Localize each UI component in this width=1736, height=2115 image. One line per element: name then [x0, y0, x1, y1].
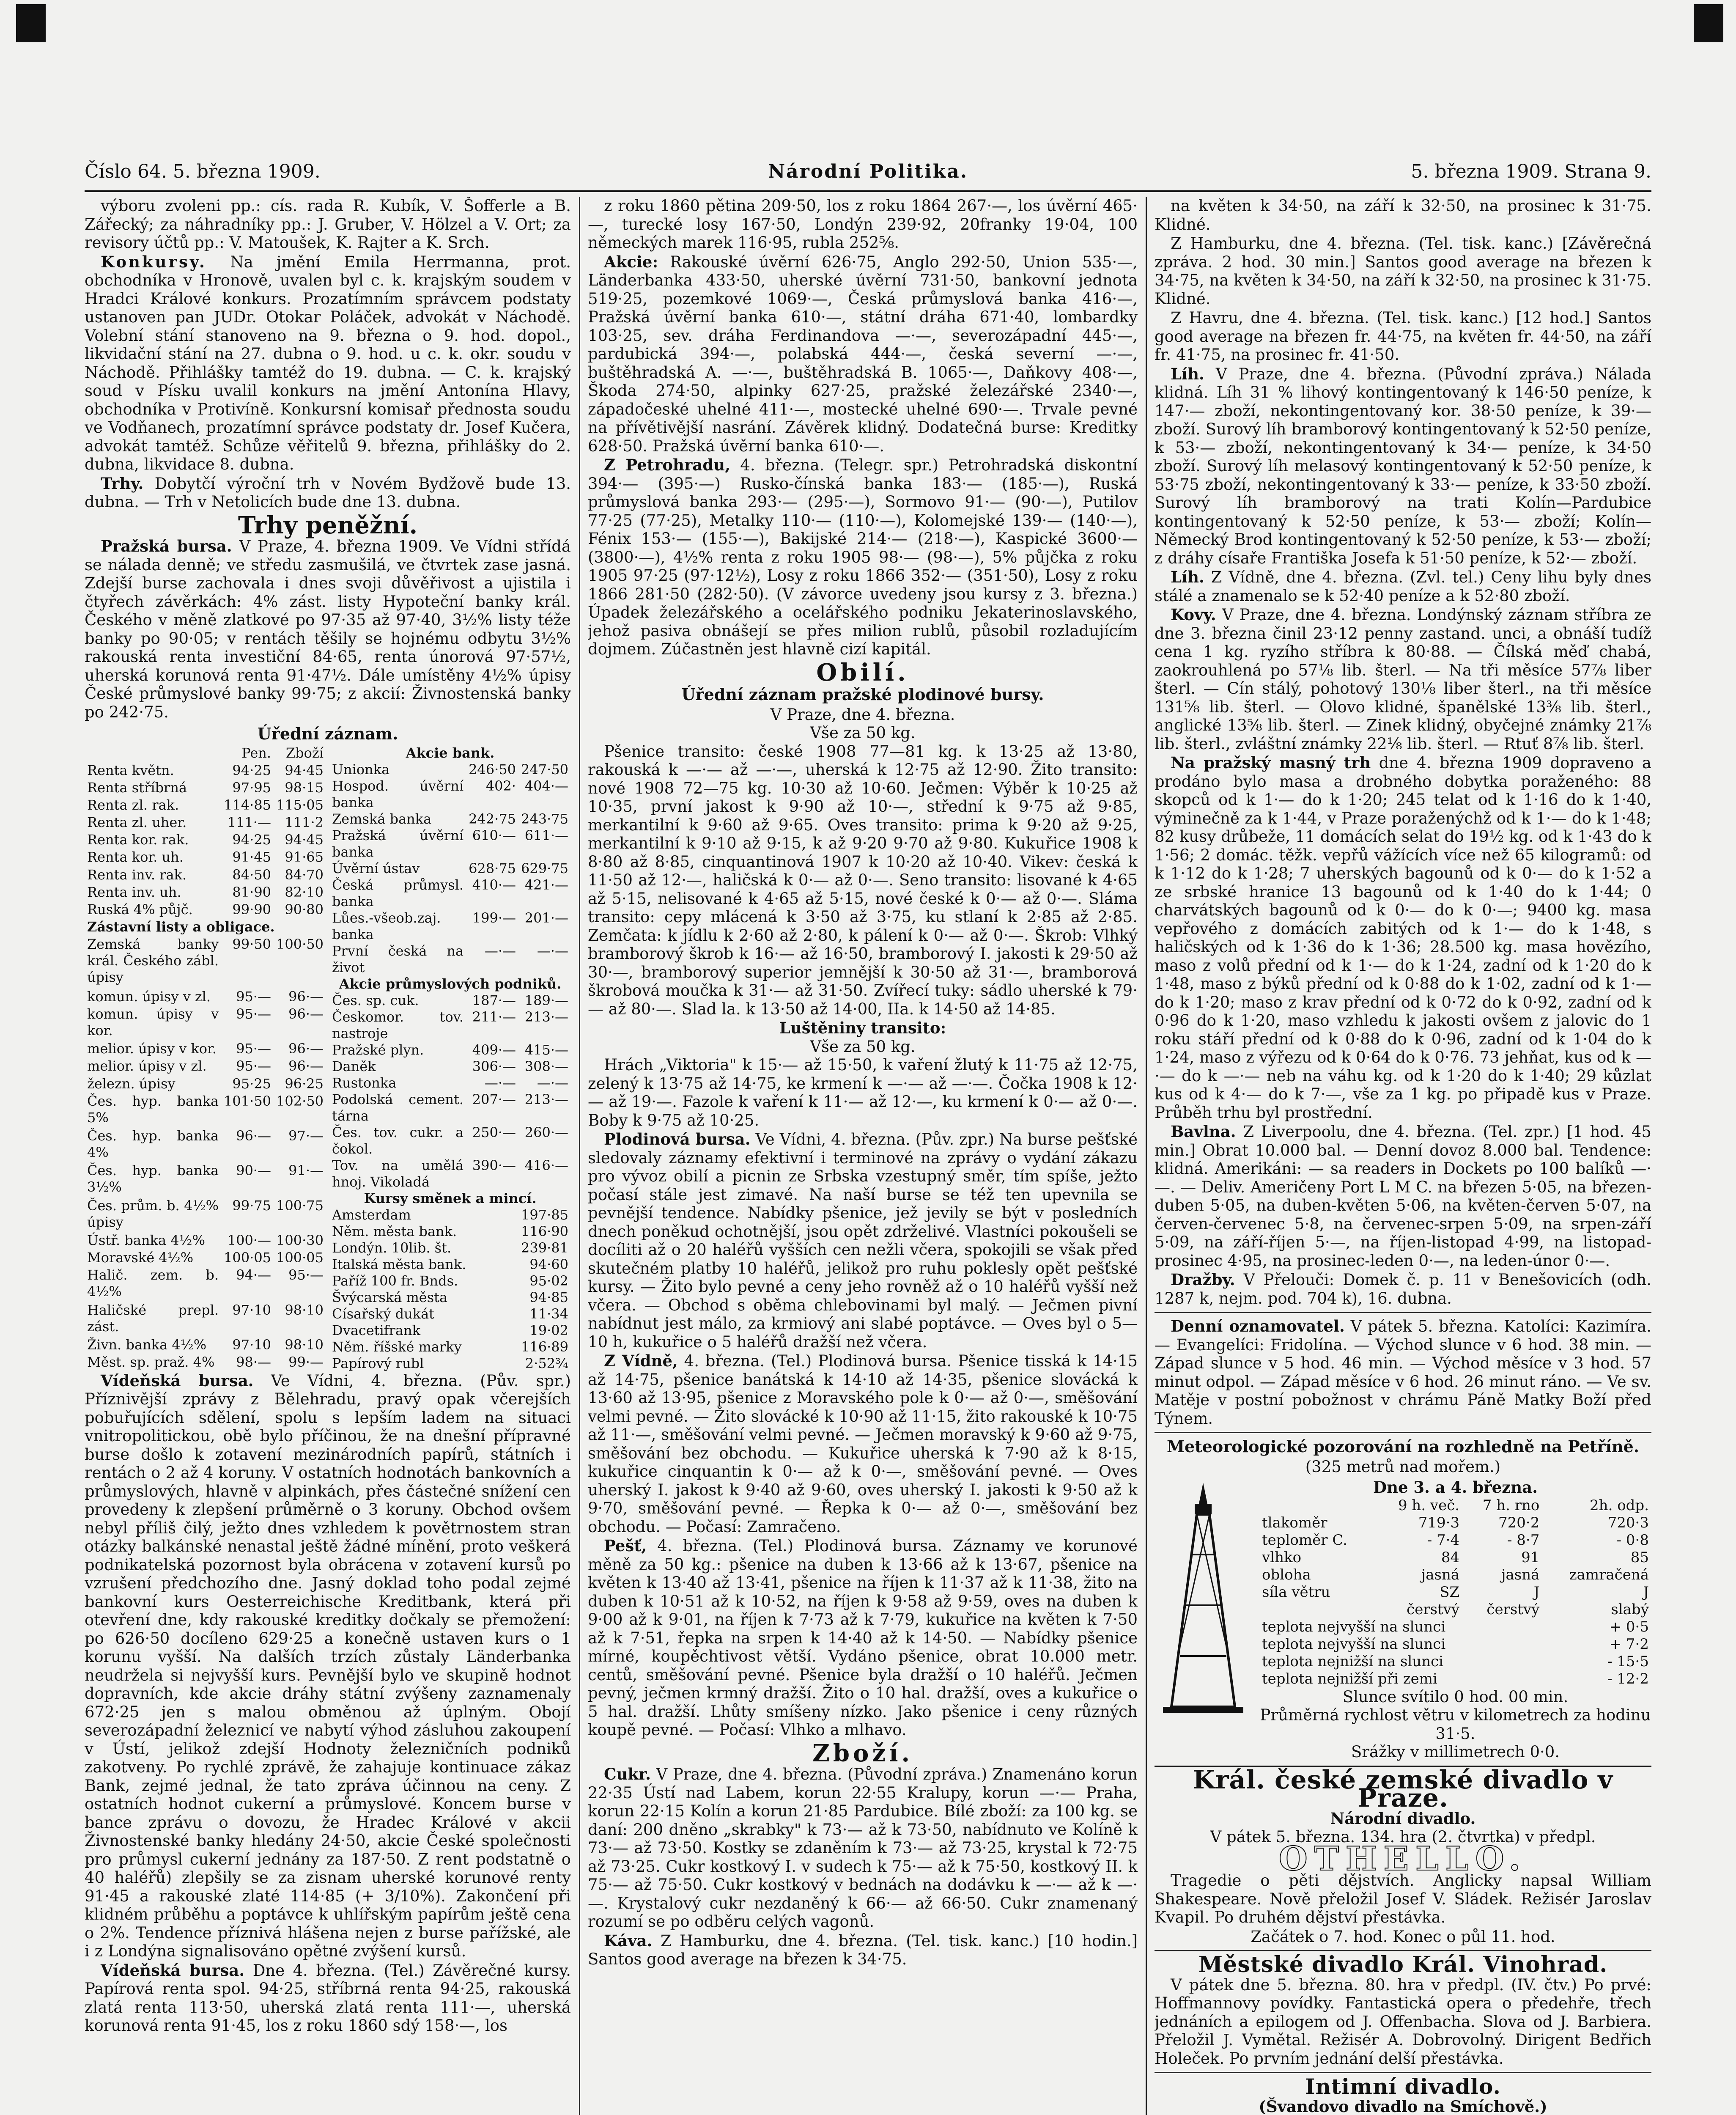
paragraph: V pátek dne 5. března. 80. hra v předpl. (IV. čtv.) Po prvé: Hoffmannovy povídky. Fantastická opera o předehře, třech jednáních a epilogem od J. Offenbacha. Slova od J. Barbiera. Přeložil J. Vymětal. Režisér A. Dobrovolný. Dirigent Bedřich Holeček. Po prvním jednání delší přestávka. [1155, 1975, 1651, 2068]
weather-heading: Meteorologické pozorování na rozhledně na Petříně. [1166, 1437, 1640, 1456]
rent-table: Pen. Zboží Renta květn. 94·25 94·45 Renta stříbrná 97·95 98·15 Renta zl. rak. 114·85 115·05 Renta zl. uher. 111·— 111·2 Renta kor. rak. 94·25 94·45 Renta kor. uh. 91·45 91·65 Renta inv. rak. 84·50 84·70 Renta inv. uh. 81·90 82·10 Ruská 4% půjč. 99·90 90·80 Zástavní listy a obligace. Zemská banky král. Českého zábl. úpisy 99·50 100·50 komun. úpisy v zl. 95·— 96·— komun. úpisy v kor. 95·— 96·— melior. úpisy v kor. 95·— 96·— melior. úpisy v zl. 95·— 96·— železn. úpisy 95·25 96·25 Čes. hyp. banka 5% 101·50 102·50 Čes. hyp. banka 4% 96·— 97·— Čes. hyp. banka 3½% 90·— 91·— Čes. prům. b. 4½% úpisy 99·75 100·75 Ústř. banka 4½% 100·— 100·30 Moravské 4½% 100·05 100·05 Halič. zem. b. 4½% 94·— 95·— Haličské prepl. zást. 97·10 98·10 Živn. banka 4½% 97·10 98·10 Měst. sp. praž. 4% 98·— 99·— [85, 745, 326, 1372]
table-subheading: Akcie bank. [406, 744, 495, 761]
table-row: Renta stříbrná 97·95 98·15 [87, 779, 324, 796]
table-row: Čes. hyp. banka 3½% 90·— 91·— [87, 1162, 324, 1195]
table-row: Haličské prepl. zást. 97·10 98·10 [87, 1302, 324, 1335]
play-title: OTHELLO. [1278, 1839, 1528, 1878]
table-row: komun. úpisy v zl. 95·— 96·— [87, 988, 324, 1005]
table-row: Renta kor. rak. 94·25 94·45 [87, 832, 324, 848]
rain-note: Srážky v millimetrech 0·0. [1351, 1743, 1560, 1761]
table-row: Amsterdam 197·85 [332, 1206, 568, 1223]
paragraph: Vídeňská bursa. Dne 4. března. (Tel.) Závěrečné kursy. Papírová renta spol. 94·25, stříbrná renta 94·25, rakouská zlatá renta 113·50, uherská zlatá renta 111·—, uherská korunová renta 91·45, los z roku 1860 sdý 158·—, los [85, 1961, 571, 2035]
table-row: Papírový rubl 2·52¾ [332, 1355, 568, 1371]
paragraph: Tragedie o pěti dějstvích. Anglicky napsal William Shakespeare. Nově přeložil Josef V. Sládek. Režisér Jaroslav Kvapil. Po druhém dějství přestávka. [1155, 1871, 1651, 1926]
table-row: Úvěrní ústav 628·75 629·75 [332, 860, 568, 876]
paragraph: Hrách „Viktoria" k 15·— až 15·50, k vaření žlutý k 11·75 až 12·75, zelený k 13·75 až 14·75, ke krmení k —·— až —·—. Čočka 1908 k 12·— až 19·—. Fazole k vaření k 11·— až 12·—, ku krmení k 0·— až 0·—. Boby k 9·75 až 10·25. [588, 1056, 1138, 1129]
column-1 [85, 197, 571, 2115]
paragraph: Bavlna. Z Liverpoolu, dne 4. března. (Tel. zpr.) [1 hod. 45 min.] Obrat 10.000 bal. — Denní dovoz 8.000 bal. Tendence: klidná. Amerikáni: — sa readers in Dockets po 100 balíků —·—. — Deliv. Američeny Port L M C. na březen 5·05, na březen-duben 5·05, na duben-květen 5·06, na květen-červen 5·07, na červen-červenec 5·8, na červenec-srpen 5·09, na srpen-září 5·09, na září-říjen 5·—, na říjen-listopad 4·99, na listopad-prosinec 4·95, na prosinec-leden 0·—, na leden-únor 0·—. [1155, 1122, 1651, 1270]
showtime: Začátek o 7. hod. Konec o půl 11. hod. [1251, 1927, 1555, 1946]
paragraph: Líh. Z Vídně, dne 4. března. (Zvl. tel.) Ceny lihu byly dnes stálé a znamenalo se k 52·40 peníze a k 52·80 zboží. [1155, 568, 1651, 605]
paragraph: Líh. V Praze, dne 4. března. (Původní zpráva.) Nálada klidná. Líh 31 % lihový kontingentovaný k 146·50 peníze, k 147·— zboží, nekontingentovaný kor. 38·50 peníze, k 39·— zboží. Surový líh bramborový kontingentovaný k 52·50 peníze, k 53·— zboží, nekontingentovaný k 34·— peníze, k 34·50 zboží. Surový líh melasový kontingentovaný k 52·50 peníze, k 53·75 zboží, nekontingentovaný k 33·— peníze, k 33·50 zboží. Surový líh bramborový na trati Kolín—Pardubice kontingentovaný k 52·50 peníze, k 53·— zboží; Kolín—Německý Brod kontingentovaný k 52·50 peníze, k 53·— zboží; z dráhy císaře Františka Josefa k 51·50 peníze, k 52·— zboží. [1155, 364, 1651, 567]
table-row: Měst. sp. praž. 4% 98·— 99·— [87, 1354, 324, 1371]
table-row: Podolská cement. tárna 207·— 213·— [332, 1091, 568, 1124]
table-row: Pražské plyn. 409·— 415·— [332, 1041, 568, 1058]
section-heading: Obilí. [816, 658, 909, 687]
divider [1155, 1312, 1651, 1313]
table-row: Švýcarská města 94·85 [332, 1289, 568, 1305]
table-row: teplota nejnižší na slunci - 15·5 [1262, 1653, 1649, 1670]
theatre-title: Intimní divadlo. [1305, 2074, 1501, 2099]
paragraph: na květen k 34·50, na září k 32·50, na prosinec k 31·75. Klidné. [1155, 197, 1651, 233]
table-row: Něm. města bank. 116·90 [332, 1223, 568, 1239]
table-row: Živn. banka 4½% 97·10 98·10 [87, 1336, 324, 1353]
table-row: Českomor. tov. nastroje 211·— 213·— [332, 1008, 568, 1041]
table-row: Čes. sp. cuk. 187·— 189·— [332, 992, 568, 1008]
weather-table: 9 h. več. 7 h. rno 2h. odp. tlakoměr 719·3 720·2 720·3 teploměr C. - 7·4 - 8·7 - 0·8 vlhko 84 91 85 obloha jasná jasná zamračená síla větru SZ J J čerstvý čerstvý slabý teplota nejvyšší na slunci + 0·5 teplota nejvyšší na slunci + 7·2 teplota nejnižší na slunci - 15·5 teplota nejnižší při zemi - 12·2 [1259, 1497, 1651, 1688]
divider [1155, 2072, 1651, 2073]
theatre-title: Král. české zemské divadlo v Praze. [1193, 1765, 1613, 1813]
table-row: komun. úpisy v kor. 95·— 96·— [87, 1005, 324, 1038]
table-row: železn. úpisy 95·25 96·25 [87, 1075, 324, 1092]
theatre-subtitle: Národní divadlo. [1330, 1809, 1476, 1828]
paragraph: Z Vídně, 4. března. (Tel.) Plodinová bursa. Pšenice tisská k 14·15 až 14·75, pšenice banátská k 14·10 až 14·35, pšenice slovácká k 13·60 až 13·95, pšenice z Moravského pole k 0·— až 0·—, směšování velmi pevné. — Žito slovácké k 10·90 až 11·15, žito rakouské k 10·75 až 11·—, směšování velmi pevné. — Ječmen moravský k 9·60 až 9·75, směšování bez obchodu. — Kukuřice uherská k 7·90 až k 8·15, kukuřice cinquantin k 0·— až k 0·—, směšování pevné. — Oves uherský I. jakost k 9·40 až 9·60, oves uherský I. jakosti k 9·50 až k 9·70, směšování pevné. — Řepka k 0·— až 0·—, směšování bez obchodu. — Počasí: Zamračeno. [588, 1351, 1138, 1536]
table-row: Londýn. 10lib. št. 239·81 [332, 1239, 568, 1256]
table-row: Čes. prům. b. 4½% úpisy 99·75 100·75 [87, 1197, 324, 1230]
page-header [85, 161, 1651, 190]
table-row: Zemská banky král. Českého zábl. úpisy 99·50 100·50 [87, 936, 324, 986]
paragraph: Vídeňská bursa. Ve Vídni, 4. března. (Pův. spr.) Příznivější zprávy z Bělehradu, pravý opak včerejších pobuřujících sdělení, spolu s lepším ladem na situaci vnitropolitickou, obě bylo příčinou, že na dnešní přípravné burse došlo k zotavení mezinárodních papírů, státních i rentách o 2 až 4 koruny. V ostatních hodnotách bankovních a průmyslových, hlavně v alpinkách, přes částečné snížení cen provedeny k zlepšení průměrně o 3 koruny. Obchod ovšem nebyl příliš čilý, ježto dnes vzhledem k povětrnostem stran otázky balkánské nenastal ještě žádné mínění, proto veškerá podnikatelská pozornost byla obrácena v zotavení kursů po vzrušení předchozího dne. Jasný doklad toho podal zejmé bankovní kurs Oesterreichische Kreditbank, která při otevření dne, kdy rakouské kreditky dočkaly se přemožení: po 626·50 docíleno 629·25 a konečně ustaven kurs o 1 korunu vyšší. Na dalších trzích zůstaly Länderbanka neudržela si nejvyšší kurs. Pevnější bylo ve skupině hodnot dopravních, kde akcie dráhy státní zvýšeny zaznamenaly 672·25 jen s malou obměnou až úplným. Obojí severozápadní železnicí ve nabytí výhod zásluhou zakoupení v Ústí, jelikož zdejší Hodnoty železničních podniků zakotveny. Po rychlé zprávě, že zahajuje kontinuace zákaz Bank, zejmé jednal, že tato zpráva účinnou na ceny. Z ostatních hodnot cukerní a průmyslové. Koncem burse v bance zprávu o dovozu, že Hradec Králové v akcii Živnostenské banky hledány 24·50, akcie České společnosti pro průmysl cukerní jednány za 187·50. Z rent podstatně o 40 haléřů) zlepšily se za zisnam uherské korunové renty 91·45 a rakouské zlaté 114·85 (+ 3/10%). Zakončení při klidném průběhu a poptávce k uhlířským papírům ještě cena o 2%. Tendence příznivá hlášena nejen z burse pařížské, ale i z Londýna signalisováno opětné zvýšení kursů. [85, 1371, 571, 1960]
table-row: Císařský dukát 11·34 [332, 1305, 568, 1322]
paragraph: z roku 1860 pětina 209·50, los z roku 1864 267·—, los úvěrní 465·—, turecké losy 167·50, Londýn 239·92, 20franky 19·04, 100 německých marek 116·95, rubla 252⅝. [588, 197, 1138, 252]
table-row: Moravské 4½% 100·05 100·05 [87, 1250, 324, 1266]
registration-mark [16, 4, 46, 42]
paragraph: Z Petrohradu, 4. března. (Telegr. spr.) Petrohradská diskontní 394·— (395·—) Rusko-čínská banka 183·— (185·—), Ruská průmyslová banka 293·— (295·—), Sormovo 91·— (90·—), Putilov 77·25 (77·25), Metalky 110·— (110·—), Kolomejské 139·— (140·—), Fénix 153·— (155·—), Bakijské 214·— (218·—), Kaspické 3600·— (3800·—), 4½% renta z roku 1905 98·— (98·—), 5% půjčka z roku 1905 97·25 (97·12½), Losy z roku 1866 352·— (351·50), Losy z roku 1866 281·50 (282·50). (V závorce uvedeny jsou kursy z 3. března.) Úpadek železářského a ocelářského podniku Jekaterinoslavského, jehož pasiva obnášejí se přes milion rublů, působil rozladujícím dojmem. Zúčastněn jest hlavně cizí kapitál. [588, 456, 1138, 658]
header-rule [85, 190, 1651, 192]
table-row: teplota nejvyšší na slunci + 0·5 [1262, 1618, 1649, 1635]
unit-note: Vše za 50 kg. [810, 1037, 916, 1056]
subheading: Luštěniny transito: [779, 1019, 946, 1037]
table-row: Česká průmysl. banka 410·— 421·— [332, 876, 568, 909]
table-row: Zemská banka 242·75 243·75 [332, 810, 568, 827]
table-row: Rustonka —·— —·— [332, 1074, 568, 1091]
table-row: První česká na život —·— —·— [332, 942, 568, 975]
table-row: Renta inv. uh. 81·90 82·10 [87, 884, 324, 900]
unit-note: Vše za 50 kg. [810, 724, 916, 742]
table-row: Čes. tov. cukr. a čokol. 250·— 260·— [332, 1124, 568, 1157]
paragraph: Pešť, 4. března. (Tel.) Plodinová bursa. Záznamy ve korunové měně za 50 kg.: pšenice na duben k 13·66 až k 13·67, pšenice na květen k 13·40 až 13·41, pšenice na říjen k 11·37 až k 11·38, žito na duben k 10·51 až k 10·52, na říjen k 9·58 až 9·59, oves na duben k 9·00 až k 9·01, na říjen k 7·73 až k 7·79, kukuřice na květen k 7·50 až k 7·51, řepka na srpen k 14·40 až k 14·50. — Nabídky pšenice mírné, koupěchtivost větší. Vydáno pšenice, obrat 10.000 metr. centů, směšování pevné. Pšenice byla dražší o 10 haléřů. Ječmen pevný, ječmen krmný dražší. Žito o 10 hal. dražší, oves a kukuřice o 5 hal. dražší. Lhůty smíšeny nízko. Jako pšenice i ceny různých koupě pevné. — Počasí: Vlhko a mlhavo. [588, 1536, 1138, 1739]
column-divider [1146, 197, 1147, 2115]
table-row: teplota nejnižší při zemi - 12·2 [1262, 1670, 1649, 1687]
table-row: Čes. hyp. banka 4% 96·— 97·— [87, 1128, 324, 1160]
divider [1155, 1432, 1651, 1433]
sunshine-note: Slunce svítilo 0 hod. 00 min. [1342, 1687, 1569, 1706]
paragraph: Kovy. V Praze, dne 4. března. Londýnský záznam stříbra ze dne 3. března činil 23·12 penny zastand. unci, a obnáší tudíž cena 1 kg. ryzího stříbra k 80·88. — Čílská měď chabá, zaokrouhlená po 57⅛ lib. šterl. — Na tři měsíce 57⅞ liber šterl. — Cín stálý, pohotový 130⅛ liber šterl., na tři měsíce 131⅝ lib. šterl. — Olovo klidné, španělské 13⅜ lib. šterl., anglické 13⅝ lib. šterl. — Zinek klidný, obyčejné známky 21⅞ lib. šterl., zvláštní známky 22⅛ lib. šterl. — Rtuť 8⅞ lib. šterl. [1155, 605, 1651, 753]
shares-table [329, 745, 571, 1372]
paragraph: Cukr. V Praze, dne 4. března. (Původní zpráva.) Znamenáno korun 22·35 Ústí nad Labem, korun 22·55 Kralupy, korun —·— Praha, korun 22·15 Kolín a korun 21·85 Pardubice. Bílé zboží: za 100 kg. se daní: 200 dněno „skrabky" k 73·— až k 73·50, nabídnuto ve Kolíně k 73·— až 73·50. Kostky se zdaněním k 73·— až 73·25, krystal k 72·75 až 73·25. Cukr kostkový I. v sudech k 75·— až k 75·50, kostkový II. k 75·— až 75·50. Cukr kostkový v bednách na dodávku k —·— až k —·—. Krystalový cukr nezdaněný k 66·— až 66·50. Cukr znamenaný rozumí se po odběru celých vagonů. [588, 1765, 1138, 1931]
paragraph: Konkursy. Na jmění Emila Herrmanna, prot. obchodníka v Hronově, uvalen byl c. k. krajským soudem v Hradci Králové konkurs. Prozatímním správcem podstaty ustanoven pan JUDr. Otokar Poláček, advokát v Náchodě. Volební stání stanoveno na 9. března o 9. hod. dopol., likvidační stání na 27. dubna o 9. hod. u c. k. okr. soudu v Náchodě. Přihlášky tamtéž do 19. dubna. — C. k. krajský soud v Písku uvalil konkurs na jmění Antonína Hlavy, obchodníka v Protivíně. Konkursní komisař přednosta soudu ve Vodňanech, prozatímní správce podstaty dr. Josef Kučera, advokát tamtéž. Schůze věřitelů 9. března, přihlášky do 2. dubna, likvidace 8. dubna. [85, 252, 571, 473]
paragraph: Dražby. V Přelouči: Domek č. p. 11 v Benešovicích (odh. 1287 k, nejm. pod. 704 k), 16. dubna. [1155, 1270, 1651, 1307]
paragraph: Pšenice transito: české 1908 77—81 kg. k 13·25 až 13·80, rakouská k —·— až —·—, uherská k 12·75 až 12·90. Žito transito: nové 1908 72—75 kg. 10·30 až 10·60. Ječmen: Výběr k 10·25 až 10·35, první jakost k 9·90 až 10·—, střední k 9·75 až 9·85, merkantilní k 9·60 až 9·65. Oves transito: prima k 9·20 až 9·25, merkantilní k 9·10 až 9·15, k až 9·20 9·70 až 9·80. Kukuřice 1908 k 8·80 až 8·85, cinquantinová 1907 k 10·20 až 10·40. Vikev: česká k 11·50 až 12·—, haličská k 0·— až 0·—. Seno transito: lisované k 4·65 až 5·15, nelisované k 4·65 až 5·15, nové české k 0·— až 0·—. Sláma transito: cepy mlácená k 3·50 až 3·75, ku stlaní k 2·85 až 2·85. Zemčata: k jídlu k 2·60 až 2·80, k pálení k 0·— až 0·—. Škrob: Vlhký bramborový škrob k 16·— až 16·50, bramborový I. jakosti k 29·50 až 30·—, bramborový superior jemnější k 30·50 až 31·—, bramborová škrobová moučka k 31·— až 31·50. Zvířecí tuky: sádlo uherské k 79·— až 80·—. Slad la. k 13·50 až 14·00, IIa. k 14·50 až 14·85. [588, 742, 1138, 1018]
table-row: teploměr C. - 7·4 - 8·7 - 0·8 [1262, 1531, 1649, 1549]
table-row: melior. úpisy v kor. 95·— 96·— [87, 1041, 324, 1057]
paragraph: Z Havru, dne 4. března. (Tel. tisk. kanc.) [12 hod.] Santos good average na březen fr. 44·75, na květen fr. 44·50, na září fr. 41·75, na prosinec fr. 41·50. [1155, 309, 1651, 364]
page-number: 5. března 1909. Strana 9. [1411, 161, 1651, 182]
table-subheading: Kursy směnek a mincí. [364, 1190, 537, 1206]
weather-altitude: (325 metrů nad mořem.) [1305, 1457, 1501, 1476]
wind-note: Průměrná rychlost větru v kilometrech za hodinu 31·5. [1260, 1706, 1651, 1743]
table-row: melior. úpisy v zl. 95·— 96·— [87, 1058, 324, 1074]
table-row: Renta kor. uh. 91·45 91·65 [87, 849, 324, 865]
paragraph: Na pražský masný trh dne 4. března 1909 dopraveno a prodáno bylo masa a drobného dobytka poraženého: 88 skopců od k 1·— do k 1·20; 245 telat od k 1·16 do k 1·40, výminečně za k 1·44, v Praze poraženýchž od k 1·— do k 1·48; 82 kusy drůbeže, 11 domácích selat do 19½ kg. od k 1·43 do k 1·56; 2 domác. těžk. vepřů vážících více než 65 kilogramů: od k 1·12 do k 1·28; 7 uherských bagounů od k 0·— do k 1·52 a ze srbské hranice 13 bagounů od k 1·40 do k 1·44; 0 charvátských bagounů od k 0·— do k 0·—; 9400 kg. masa vepřového z domácích zabitých od k 1·— do k 1·48, s haličských od k 1·36 do k 1·36; 28.500 kg. masa hovězího, maso z volů přední od k 1·— do k 1·24, zadní od k 1·20 do k 1·48, maso z býků přední od k 0·88 do k 1·02, zadní od k 1·— do k 1·20; maso z krav přední od k 0·72 do k 0·92, zadní od k 0·96 do k 1·20, maso vzhledu k jakosti ovšem z jalovic do 1 roku stáří přední od k 0·88 do k 0·96, zadní od k 1·04 do k 1·24, maso z výřezu od k 0·64 do k 0·76. 73 jehňat, kus od k —·— do k —·— neb na váhu kg. od k 1·20 do k 1·40; 29 kůzlat kus od k 4·— do k 7·—, vše za 1 kg. po připadě kus v Praze. Průběh trhu byl prostřední. [1155, 753, 1651, 1122]
table-row: Renta květn. 94·25 94·45 [87, 762, 324, 778]
table-row: Čes. hyp. banka 5% 101·50 102·50 [87, 1093, 324, 1126]
paragraph: Z Hamburku, dne 4. března. (Tel. tisk. kanc.) [Závěrečná zpráva. 2 hod. 30 min.] Santos good average na březen k 34·75, na květen k 34·50, na září k 32·50, na prosinec k 31·75. Klidné. [1155, 234, 1651, 308]
table-row: obloha jasná jasná zamračená [1262, 1566, 1649, 1583]
petrin-tower-icon [1155, 1478, 1252, 1715]
table-row: Unionka 246·50 247·50 [332, 761, 568, 777]
paragraph: výboru zvoleni pp.: cís. rada R. Kubík, V. Šofferle a B. Zářecký; za náhradníky pp.: J. Gruber, V. Hölzel a V. Ort; za revisory účtů pp.: V. Matoušek, K. Rajter a K. Srch. [85, 197, 571, 252]
table-row: Renta zl. uher. 111·— 111·2 [87, 814, 324, 831]
table-subheading: Zástavní listy a obligace. [87, 919, 275, 935]
table-row: teplota nejvyšší na slunci + 7·2 [1262, 1635, 1649, 1653]
paragraph: Plodinová bursa. Ve Vídni, 4. března. (Pův. zpr.) Na burse pešťské sledovaly záznamy efektivní i terminové na zprávy o vydání zákazu pro vývoz obilí a picnin ze Srbska vzestupný směr, tím spíše, ježto počasí stále jest zimavé. Na naší burse se též ten upevnila se pevnější tendence. Nabídky pšenice, jež jevily se být v posledních dnech poněkud ochotnější, jsou opět zdrželivé. Vlastníci pokoušeli se docíliti až o 20 haléřů vyšších cen nežli včera, spokojili se však před skutečném platby 10 haléřů, jelikož pro ruhu poklesly opět pešťské kursy. — Žito bylo pevné a ceny jeho rovněž až o 10 haléřů vyšší než včera. — Obchod s oběma chlebovinami byl malý. — Ječmen pivní nabídnut jest málo, za krmiový ani slabé poptávce. — Oves byl o 5—10 h, kukuřice o 5 haléřů dražší než včera. [588, 1130, 1138, 1351]
table-row: Hospod. úvěrní banka 402· 404·— [332, 777, 568, 810]
column-2 [588, 197, 1138, 2115]
table-row: čerstvý čerstvý slabý [1407, 1601, 1649, 1618]
divider [1155, 1950, 1651, 1951]
table-row: Halič. zem. b. 4½% 94·— 95·— [87, 1267, 324, 1300]
table-row: Renta inv. rak. 84·50 84·70 [87, 866, 324, 883]
table-row: Něm. říšské marky 116·89 [332, 1338, 568, 1355]
masthead-title: Národní Politika. [768, 161, 968, 182]
table-row: Renta zl. rak. 114·85 115·05 [87, 797, 324, 813]
table-row: Daněk 306·— 308·— [332, 1058, 568, 1074]
theatre-title: Městské divadlo Král. Vinohrad. [1198, 1952, 1608, 1978]
table-row: Paříž 100 fr. Bnds. 95·02 [332, 1272, 568, 1289]
table-title: Úřední záznam. [257, 724, 398, 743]
paragraph: Trhy. Dobytčí výroční trh v Novém Bydžově bude 13. dubna. — Trh v Netolicích bude dne 13. dubna. [85, 474, 571, 511]
weather-block [1155, 1478, 1651, 1761]
theatre-subtitle: (Švandovo divadlo na Smíchově.) [1259, 2097, 1547, 2115]
table-row: Ústř. banka 4½% 100·— 100·30 [87, 1232, 324, 1248]
weather-data [1259, 1478, 1651, 1761]
table-subheading: Akcie průmyslových podniků. [339, 975, 562, 992]
column-divider [579, 197, 580, 2115]
dateline: V Praze, dne 4. března. [770, 705, 955, 724]
performance-line: V pátek 5. března. 134. hra (2. čtvrtka) v předpl. [1210, 1828, 1596, 1846]
exchange-tables [85, 745, 571, 1372]
paragraph: Pražská bursa. V Praze, 4. března 1909. Ve Vídni střídá se nálada denně; ve středu zasmušilá, ve čtvrtek zase jasná. Zdejší burse zachovala i dnes svoji důvěřivost a ujistila i čtyřech závěrkách: 4% zást. listy Hypoteční banky král. Českého v měně zlatkové po 97·35 až 97·40, 3½% listy téže banky po 90·05; v rentách těšily se hojnému odbytu 3½% rakouská renta investiční 84·65, renta únorová 97·57½, uherská korunová renta 91·47½. Dále umístěny 4½% úpisy České průmyslové banky 99·75; z akcií: Živnostenská banky po 242·75. [85, 537, 571, 721]
section-heading: Zboží. [812, 1739, 913, 1767]
table-row: tlakoměr 719·3 720·2 720·3 [1262, 1514, 1649, 1531]
table-row: vlhko 84 91 85 [1262, 1549, 1649, 1566]
subheading: Úřední záznam pražské plodinové bursy. [681, 685, 1044, 704]
section-heading: Trhy peněžní. [238, 511, 418, 539]
table-row: síla větru SZ J J [1262, 1583, 1649, 1601]
paragraph: Káva. Z Hamburku, dne 4. března. (Tel. tisk. kanc.) [10 hodin.] Santos good average na březen k 34·75. [588, 1931, 1138, 1968]
table-row: Italská města bank. 94·60 [332, 1256, 568, 1272]
table-row: Pražská úvěrní banka 610·— 611·— [332, 827, 568, 860]
table-row: Ruská 4% půjč. 99·90 90·80 [87, 901, 324, 917]
paragraph: Denní oznamovatel. V pátek 5. března. Katolíci: Kazimíra. — Evangelíci: Fridolína. — Východ slunce v 6 hod. 38 min. — Západ slunce v 5 hod. 46 min. — Východ měsíce v 3 hod. 57 minut odpol. — Západ měsíce v 6 hod. 26 minut ráno. — Ve sv. Matěje v postní pobožnost v chrámu Páně Matky Boží před Týnem. [1155, 1317, 1651, 1428]
weather-date: Dne 3. a 4. března. [1373, 1478, 1538, 1497]
table-row: Dvacetifrank 19·02 [332, 1322, 568, 1338]
table-row: Tov. na umělá hnoj. Vikoladá 390·— 416·— [332, 1157, 568, 1190]
registration-mark [1694, 4, 1723, 42]
table-row: Lůes.-všeob.zaj. banka 199·— 201·— [332, 909, 568, 942]
column-3 [1155, 197, 1651, 2115]
issue-number: Číslo 64. 5. března 1909. [85, 161, 321, 182]
paragraph: Akcie: Rakouské úvěrní 626·75, Anglo 292·50, Union 535·—, Länderbanka 433·50, uherské úvěrní 731·50, bankovní jednota 519·25, pozemkové 1069·—, Česká průmyslová banka 416·—, Pražská úvěrní banka 610·—, státní dráha 671·40, lombardky 103·25, sev. dráha Ferdinandova —·—, severozápadní 445·—, pardubická 394·—, polabská 444·—, česká severní —·—, buštěhradská A. —·—, buštěhradská B. 1065·—, Daňkovy 408·—, Škoda 274·50, alpinky 627·25, pražské železářské 2340·—, západočeské uhelné 411·—, mostecké uhelné 690·—. Trvale pevné na přívětivější nasrání. Závěrek klidný. Dodatečná burse: Kreditky 628·50. Pražská úvěrní banka 610·—. [588, 252, 1138, 455]
